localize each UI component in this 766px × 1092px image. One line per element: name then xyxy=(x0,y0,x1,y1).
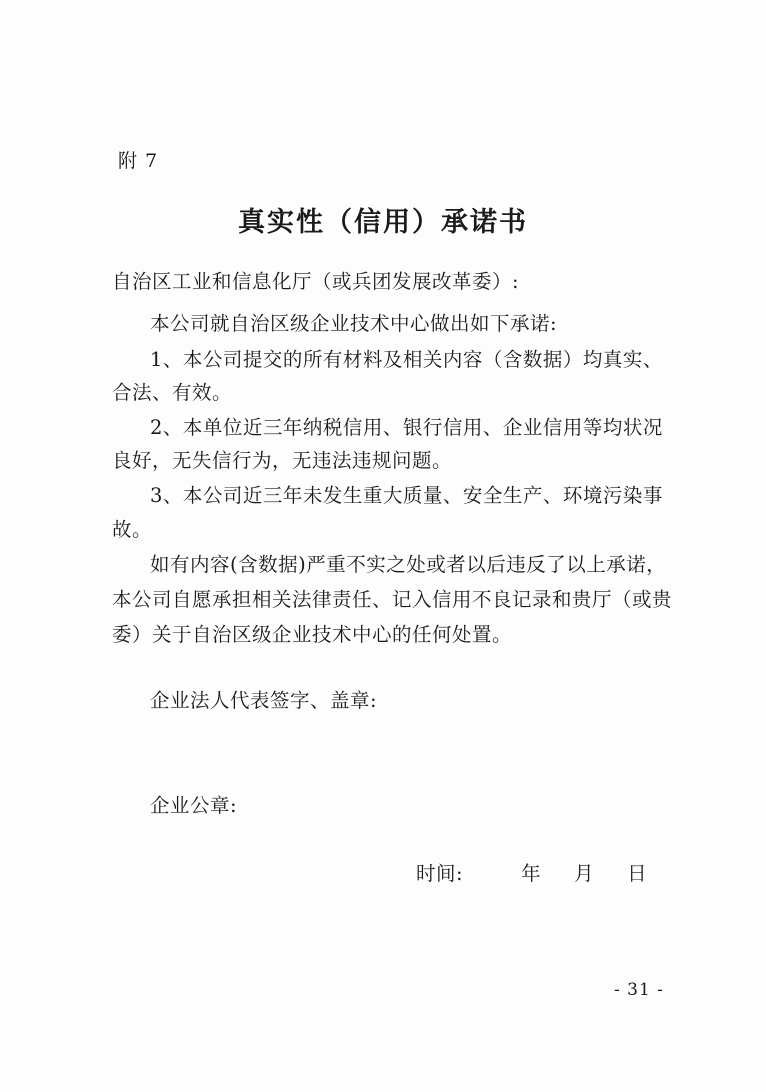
liability-line-2: 本公司自愿承担相关法律责任、记入信用不良记录和贵厅（或贵 xyxy=(112,588,673,611)
commitment-2-line-2: 良好，无失信行为，无违法违规问题。 xyxy=(112,449,453,472)
date-day: 日 xyxy=(627,862,648,885)
date-line xyxy=(416,858,647,886)
attachment-label: 附 7 xyxy=(118,150,159,172)
page-number: - 31 - xyxy=(614,980,664,1000)
commitment-1-line-1: 1、本公司提交的所有材料及相关内容（含数据）均真实、 xyxy=(150,348,663,371)
intro-line: 本公司就自治区级企业技术中心做出如下承诺: xyxy=(150,312,558,335)
date-label: 时间: xyxy=(416,862,464,885)
commitment-3-line-2: 故。 xyxy=(112,518,153,541)
commitment-1-line-2: 合法、有效。 xyxy=(112,381,233,404)
date-month: 月 xyxy=(574,862,595,885)
commitment-3-line-1: 3、本公司近三年未发生重大质量、安全生产、环境污染事 xyxy=(150,484,663,507)
date-year: 年 xyxy=(521,862,542,885)
company-seal-label: 企业公章: xyxy=(150,794,238,817)
legal-rep-signature-label: 企业法人代表签字、盖章: xyxy=(150,689,378,712)
liability-line-1: 如有内容(含数据)严重不实之处或者以后违反了以上承诺， xyxy=(150,553,667,576)
commitment-2-line-1: 2、本单位近三年纳税信用、银行信用、企业信用等均状况 xyxy=(150,416,663,439)
addressee: 自治区工业和信息化厅（或兵团发展改革委）: xyxy=(112,270,520,293)
document-title: 真实性（信用）承诺书 xyxy=(238,207,528,238)
liability-line-3: 委）关于自治区级企业技术中心的任何处置。 xyxy=(112,623,513,646)
